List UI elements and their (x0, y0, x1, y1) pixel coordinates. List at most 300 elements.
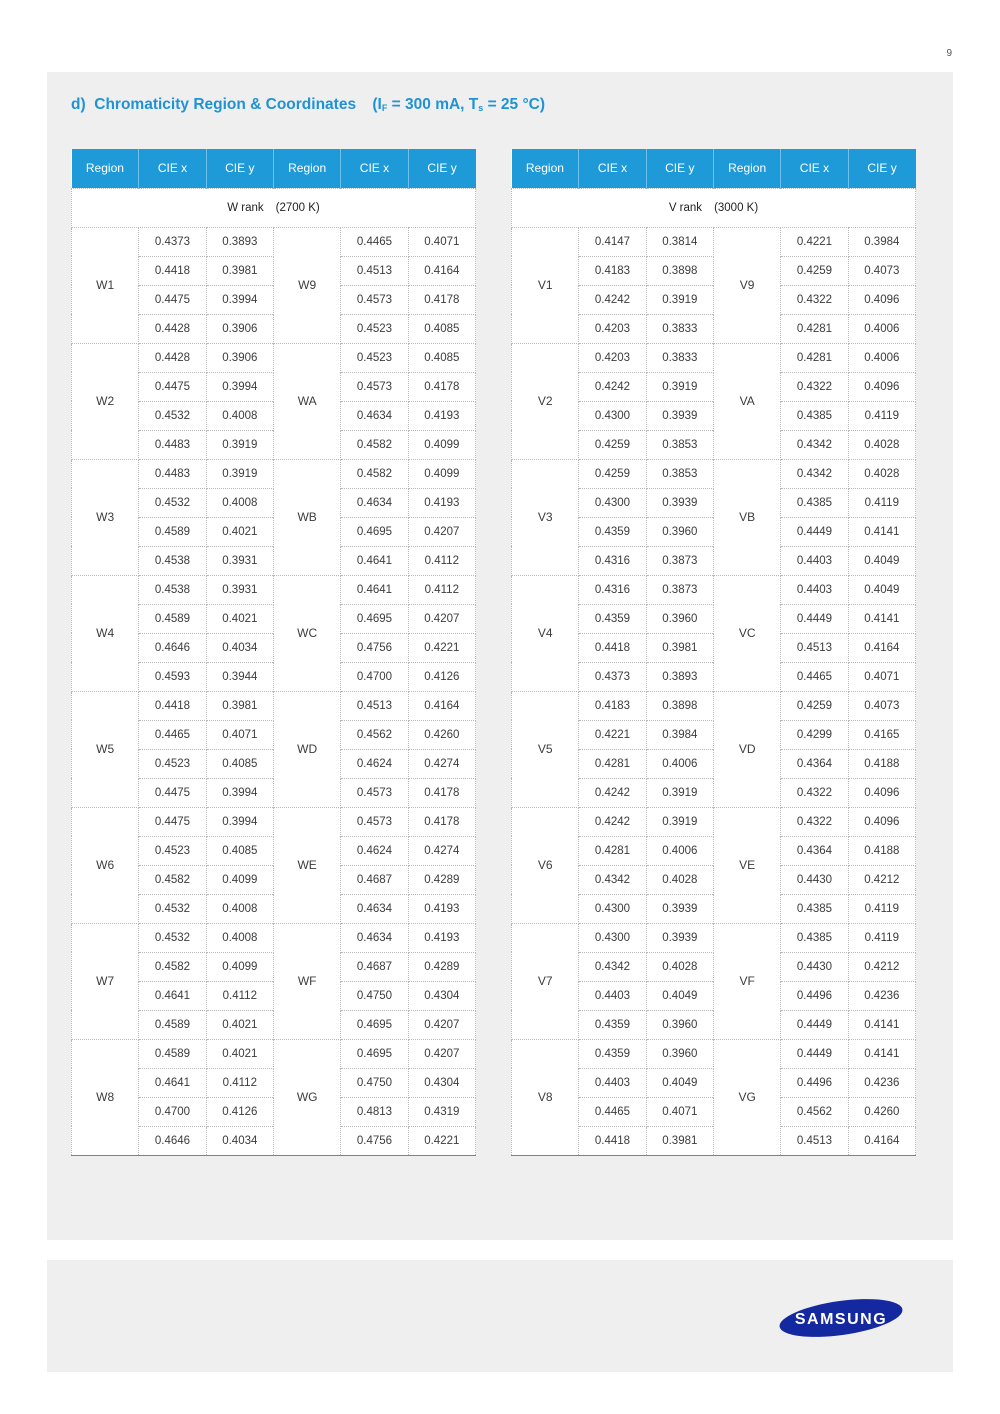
section-heading: Chromaticity Region & Coordinates (94, 96, 357, 113)
cie-x-cell: 0.4342 (781, 459, 848, 488)
table-row (512, 575, 916, 604)
cie-y-cell: 0.4071 (408, 227, 475, 256)
cie-x-cell: 0.4242 (579, 372, 646, 401)
cie-x-cell: 0.4641 (341, 575, 408, 604)
cie-x-cell: 0.4465 (139, 720, 206, 749)
cie-y-cell: 0.4141 (848, 517, 915, 546)
cie-x-cell: 0.4700 (139, 1097, 206, 1126)
table-row (512, 343, 916, 372)
cie-x-cell: 0.4428 (139, 314, 206, 343)
cie-y-cell: 0.4304 (408, 981, 475, 1010)
region-cell: V3 (512, 459, 579, 575)
cie-x-cell: 0.4373 (139, 227, 206, 256)
cie-y-cell: 0.4006 (646, 749, 713, 778)
cie-y-cell: 0.4141 (848, 604, 915, 633)
cie-y-cell: 0.3919 (646, 285, 713, 314)
cie-x-cell: 0.4342 (579, 865, 646, 894)
cie-x-cell: 0.4513 (781, 1126, 848, 1155)
cie-y-cell: 0.3939 (646, 923, 713, 952)
cie-x-cell: 0.4418 (579, 1126, 646, 1155)
cie-y-cell: 0.3994 (206, 807, 273, 836)
header-cie-x: CIE x (341, 149, 408, 188)
header-region: Region (512, 149, 579, 188)
cie-x-cell: 0.4641 (341, 546, 408, 575)
cie-y-cell: 0.4289 (408, 865, 475, 894)
v-rank-table (511, 149, 916, 1156)
region-cell: V2 (512, 343, 579, 459)
cie-y-cell: 0.4178 (408, 285, 475, 314)
cie-y-cell: 0.3981 (206, 691, 273, 720)
cie-x-cell: 0.4582 (139, 865, 206, 894)
cie-x-cell: 0.4634 (341, 401, 408, 430)
region-cell: WD (273, 691, 340, 807)
cie-y-cell: 0.4021 (206, 1010, 273, 1039)
table-row (72, 459, 476, 488)
cie-y-cell: 0.3853 (646, 430, 713, 459)
cie-x-cell: 0.4465 (781, 662, 848, 691)
cie-x-cell: 0.4403 (579, 981, 646, 1010)
cie-y-cell: 0.4178 (408, 372, 475, 401)
cie-x-cell: 0.4183 (579, 256, 646, 285)
cie-y-cell: 0.4096 (848, 285, 915, 314)
table-row (512, 459, 916, 488)
table-row (72, 575, 476, 604)
region-cell: V1 (512, 227, 579, 343)
cie-x-cell: 0.4418 (139, 256, 206, 285)
cie-y-cell: 0.4073 (848, 691, 915, 720)
cie-y-cell: 0.3906 (206, 314, 273, 343)
cie-y-cell: 0.4260 (408, 720, 475, 749)
cie-x-cell: 0.4364 (781, 836, 848, 865)
cie-y-cell: 0.3994 (206, 372, 273, 401)
cie-y-cell: 0.4289 (408, 952, 475, 981)
cie-y-cell: 0.4126 (408, 662, 475, 691)
cie-y-cell: 0.4112 (206, 981, 273, 1010)
cie-x-cell: 0.4641 (139, 981, 206, 1010)
cie-x-cell: 0.4418 (139, 691, 206, 720)
measurement-conditions: ($I_F = 300$ mA, $T_s = 25$ °C) (372, 96, 546, 113)
cie-x-cell: 0.4259 (579, 430, 646, 459)
cie-x-cell: 0.4523 (139, 836, 206, 865)
cie-x-cell: 0.4695 (341, 1010, 408, 1039)
cie-y-cell: 0.4178 (408, 807, 475, 836)
cie-x-cell: 0.4322 (781, 807, 848, 836)
cie-x-cell: 0.4589 (139, 1010, 206, 1039)
region-cell: VC (713, 575, 780, 691)
cie-x-cell: 0.4385 (781, 488, 848, 517)
cie-x-cell: 0.4203 (579, 343, 646, 372)
cie-y-cell: 0.4319 (408, 1097, 475, 1126)
cie-y-cell: 0.4193 (408, 488, 475, 517)
cie-x-cell: 0.4750 (341, 1068, 408, 1097)
cie-x-cell: 0.4687 (341, 865, 408, 894)
region-cell: W8 (72, 1039, 139, 1155)
cie-y-cell: 0.3833 (646, 314, 713, 343)
table-row (512, 1039, 916, 1068)
cie-x-cell: 0.4641 (139, 1068, 206, 1097)
rank-label: W rank (227, 201, 264, 214)
cie-x-cell: 0.4562 (341, 720, 408, 749)
cie-y-cell: 0.3893 (646, 662, 713, 691)
cie-y-cell: 0.4006 (848, 314, 915, 343)
cie-x-cell: 0.4646 (139, 633, 206, 662)
section-title (71, 96, 545, 114)
cie-y-cell: 0.3919 (646, 778, 713, 807)
cie-x-cell: 0.4242 (579, 285, 646, 314)
cie-x-cell: 0.4183 (579, 691, 646, 720)
cie-x-cell: 0.4300 (579, 923, 646, 952)
cie-y-cell: 0.4085 (206, 749, 273, 778)
cie-x-cell: 0.4281 (579, 749, 646, 778)
header-cie-y: CIE y (408, 149, 475, 188)
cie-y-cell: 0.4141 (848, 1010, 915, 1039)
cie-y-cell: 0.4221 (408, 1126, 475, 1155)
region-cell: V8 (512, 1039, 579, 1155)
cie-x-cell: 0.4532 (139, 894, 206, 923)
cie-x-cell: 0.4342 (579, 952, 646, 981)
cie-x-cell: 0.4385 (781, 894, 848, 923)
region-cell: WB (273, 459, 340, 575)
cie-x-cell: 0.4589 (139, 604, 206, 633)
cie-x-cell: 0.4403 (781, 575, 848, 604)
cie-y-cell: 0.4274 (408, 749, 475, 778)
cie-x-cell: 0.4700 (341, 662, 408, 691)
cie-x-cell: 0.4147 (579, 227, 646, 256)
cie-y-cell: 0.4006 (848, 343, 915, 372)
cie-y-cell: 0.4119 (848, 401, 915, 430)
cie-y-cell: 0.4099 (408, 459, 475, 488)
cie-x-cell: 0.4322 (781, 372, 848, 401)
cie-y-cell: 0.4034 (206, 1126, 273, 1155)
cie-y-cell: 0.4304 (408, 1068, 475, 1097)
region-cell: VG (713, 1039, 780, 1155)
cie-y-cell: 0.4021 (206, 517, 273, 546)
cie-y-cell: 0.3981 (206, 256, 273, 285)
cie-y-cell: 0.4085 (408, 314, 475, 343)
cie-y-cell: 0.4212 (848, 952, 915, 981)
cie-y-cell: 0.4071 (206, 720, 273, 749)
header-region: Region (72, 149, 139, 188)
region-cell: WG (273, 1039, 340, 1155)
cie-y-cell: 0.4236 (848, 981, 915, 1010)
logo-text: SAMSUNG (794, 1311, 888, 1328)
cie-y-cell: 0.4212 (848, 865, 915, 894)
cie-x-cell: 0.4449 (781, 1010, 848, 1039)
region-cell: WA (273, 343, 340, 459)
cie-x-cell: 0.4299 (781, 720, 848, 749)
cie-x-cell: 0.4342 (781, 430, 848, 459)
cie-x-cell: 0.4364 (781, 749, 848, 778)
cie-y-cell: 0.4099 (408, 430, 475, 459)
cie-x-cell: 0.4756 (341, 1126, 408, 1155)
cie-x-cell: 0.4624 (341, 836, 408, 865)
region-cell: VF (713, 923, 780, 1039)
cie-y-cell: 0.4193 (408, 894, 475, 923)
rank-title (72, 188, 476, 227)
rank-title-row (72, 188, 476, 227)
header-region: Region (273, 149, 340, 188)
cie-y-cell: 0.4207 (408, 1010, 475, 1039)
cie-y-cell: 0.4008 (206, 894, 273, 923)
cie-y-cell: 0.4193 (408, 923, 475, 952)
cie-y-cell: 0.3960 (646, 1039, 713, 1068)
cie-x-cell: 0.4242 (579, 778, 646, 807)
cie-x-cell: 0.4573 (341, 285, 408, 314)
cie-x-cell: 0.4687 (341, 952, 408, 981)
cie-y-cell: 0.3939 (646, 401, 713, 430)
cie-y-cell: 0.4071 (848, 662, 915, 691)
cie-x-cell: 0.4385 (781, 401, 848, 430)
header-cie-x: CIE x (139, 149, 206, 188)
cie-x-cell: 0.4573 (341, 778, 408, 807)
table-row (72, 1039, 476, 1068)
rank-title-row (512, 188, 916, 227)
cie-x-cell: 0.4428 (139, 343, 206, 372)
cie-x-cell: 0.4316 (579, 546, 646, 575)
region-cell: W1 (72, 227, 139, 343)
cie-x-cell: 0.4634 (341, 894, 408, 923)
cie-x-cell: 0.4430 (781, 865, 848, 894)
cie-x-cell: 0.4475 (139, 807, 206, 836)
cie-y-cell: 0.4028 (848, 430, 915, 459)
region-cell: WC (273, 575, 340, 691)
cie-x-cell: 0.4562 (781, 1097, 848, 1126)
rank-cct: (2700 K) (275, 201, 320, 214)
cie-y-cell: 0.4178 (408, 778, 475, 807)
cie-x-cell: 0.4750 (341, 981, 408, 1010)
cie-y-cell: 0.3814 (646, 227, 713, 256)
cie-y-cell: 0.3853 (646, 459, 713, 488)
cie-y-cell: 0.3960 (646, 1010, 713, 1039)
cie-x-cell: 0.4322 (781, 778, 848, 807)
cie-y-cell: 0.4096 (848, 778, 915, 807)
cie-y-cell: 0.3931 (206, 575, 273, 604)
cie-x-cell: 0.4403 (781, 546, 848, 575)
cie-x-cell: 0.4573 (341, 807, 408, 836)
cie-y-cell: 0.4188 (848, 836, 915, 865)
cie-x-cell: 0.4449 (781, 1039, 848, 1068)
cie-x-cell: 0.4203 (579, 314, 646, 343)
header-cie-x: CIE x (781, 149, 848, 188)
cie-x-cell: 0.4695 (341, 604, 408, 633)
cie-y-cell: 0.4008 (206, 401, 273, 430)
cie-y-cell: 0.3994 (206, 285, 273, 314)
cie-y-cell: 0.4071 (646, 1097, 713, 1126)
cie-y-cell: 0.3960 (646, 604, 713, 633)
cie-y-cell: 0.3898 (646, 691, 713, 720)
table-row (72, 923, 476, 952)
cie-y-cell: 0.4236 (848, 1068, 915, 1097)
region-cell: V4 (512, 575, 579, 691)
cie-y-cell: 0.4049 (646, 1068, 713, 1097)
header-cie-y: CIE y (646, 149, 713, 188)
cie-y-cell: 0.4028 (646, 952, 713, 981)
cie-y-cell: 0.4164 (408, 256, 475, 285)
cie-x-cell: 0.4646 (139, 1126, 206, 1155)
cie-y-cell: 0.4049 (848, 546, 915, 575)
cie-x-cell: 0.4385 (781, 923, 848, 952)
cie-x-cell: 0.4483 (139, 430, 206, 459)
cie-y-cell: 0.4188 (848, 749, 915, 778)
cie-x-cell: 0.4532 (139, 488, 206, 517)
cie-x-cell: 0.4523 (341, 343, 408, 372)
cie-x-cell: 0.4756 (341, 633, 408, 662)
w-rank-table (71, 149, 476, 1156)
cie-y-cell: 0.4096 (848, 807, 915, 836)
cie-y-cell: 0.4021 (206, 604, 273, 633)
cie-x-cell: 0.4624 (341, 749, 408, 778)
region-cell: W3 (72, 459, 139, 575)
cie-y-cell: 0.4126 (206, 1097, 273, 1126)
table-row (72, 343, 476, 372)
cie-x-cell: 0.4573 (341, 372, 408, 401)
cie-y-cell: 0.3939 (646, 894, 713, 923)
cie-y-cell: 0.3893 (206, 227, 273, 256)
cie-x-cell: 0.4259 (781, 256, 848, 285)
cie-x-cell: 0.4316 (579, 575, 646, 604)
cie-y-cell: 0.3939 (646, 488, 713, 517)
cie-x-cell: 0.4532 (139, 401, 206, 430)
cie-y-cell: 0.4260 (848, 1097, 915, 1126)
table-header-row (72, 149, 476, 188)
cie-x-cell: 0.4221 (579, 720, 646, 749)
cie-y-cell: 0.3931 (206, 546, 273, 575)
cie-x-cell: 0.4582 (341, 430, 408, 459)
cie-x-cell: 0.4523 (139, 749, 206, 778)
cie-x-cell: 0.4813 (341, 1097, 408, 1126)
cie-y-cell: 0.4221 (408, 633, 475, 662)
cie-x-cell: 0.4281 (579, 836, 646, 865)
cie-y-cell: 0.4085 (206, 836, 273, 865)
table-row (72, 227, 476, 256)
table-row (512, 923, 916, 952)
cie-x-cell: 0.4475 (139, 372, 206, 401)
cie-x-cell: 0.4242 (579, 807, 646, 836)
cie-y-cell: 0.4207 (408, 604, 475, 633)
samsung-logo (778, 1297, 904, 1339)
cie-x-cell: 0.4538 (139, 546, 206, 575)
region-cell: VB (713, 459, 780, 575)
cie-y-cell: 0.4099 (206, 865, 273, 894)
cie-y-cell: 0.4274 (408, 836, 475, 865)
cie-x-cell: 0.4496 (781, 1068, 848, 1097)
cie-x-cell: 0.4695 (341, 517, 408, 546)
cie-y-cell: 0.3873 (646, 546, 713, 575)
region-cell: W2 (72, 343, 139, 459)
cie-x-cell: 0.4483 (139, 459, 206, 488)
cie-y-cell: 0.4165 (848, 720, 915, 749)
cie-y-cell: 0.4112 (408, 546, 475, 575)
cie-x-cell: 0.4475 (139, 285, 206, 314)
cie-x-cell: 0.4695 (341, 1039, 408, 1068)
region-cell: V7 (512, 923, 579, 1039)
cie-y-cell: 0.4119 (848, 923, 915, 952)
region-cell: W4 (72, 575, 139, 691)
cie-x-cell: 0.4465 (579, 1097, 646, 1126)
cie-x-cell: 0.4359 (579, 1039, 646, 1068)
cie-y-cell: 0.3919 (206, 430, 273, 459)
cie-x-cell: 0.4589 (139, 517, 206, 546)
cie-y-cell: 0.4207 (408, 1039, 475, 1068)
rank-cct: (3000 K) (714, 201, 759, 214)
cie-y-cell: 0.4034 (206, 633, 273, 662)
cie-y-cell: 0.3984 (848, 227, 915, 256)
cie-y-cell: 0.4008 (206, 923, 273, 952)
cie-x-cell: 0.4582 (341, 459, 408, 488)
cie-x-cell: 0.4322 (781, 285, 848, 314)
region-cell: V9 (713, 227, 780, 343)
rank-label: V rank (668, 201, 703, 214)
cie-x-cell: 0.4418 (579, 633, 646, 662)
cie-y-cell: 0.4085 (408, 343, 475, 372)
table-row (512, 807, 916, 836)
cie-x-cell: 0.4589 (139, 1039, 206, 1068)
cie-x-cell: 0.4281 (781, 314, 848, 343)
cie-y-cell: 0.4028 (646, 865, 713, 894)
cie-x-cell: 0.4634 (341, 488, 408, 517)
region-cell: V5 (512, 691, 579, 807)
table-row (512, 691, 916, 720)
cie-y-cell: 0.3906 (206, 343, 273, 372)
region-cell: W5 (72, 691, 139, 807)
region-cell: VE (713, 807, 780, 923)
cie-x-cell: 0.4300 (579, 894, 646, 923)
cie-y-cell: 0.3981 (646, 633, 713, 662)
cie-x-cell: 0.4593 (139, 662, 206, 691)
cie-x-cell: 0.4449 (781, 604, 848, 633)
region-cell: VD (713, 691, 780, 807)
cie-y-cell: 0.4073 (848, 256, 915, 285)
cie-x-cell: 0.4513 (781, 633, 848, 662)
cie-y-cell: 0.4021 (206, 1039, 273, 1068)
cie-y-cell: 0.4096 (848, 372, 915, 401)
cie-y-cell: 0.4164 (408, 691, 475, 720)
cie-x-cell: 0.4300 (579, 488, 646, 517)
cie-x-cell: 0.4373 (579, 662, 646, 691)
cie-y-cell: 0.3873 (646, 575, 713, 604)
cie-x-cell: 0.4403 (579, 1068, 646, 1097)
cie-x-cell: 0.4538 (139, 575, 206, 604)
cie-y-cell: 0.3833 (646, 343, 713, 372)
cie-y-cell: 0.4164 (848, 1126, 915, 1155)
cie-y-cell: 0.3960 (646, 517, 713, 546)
cie-y-cell: 0.3898 (646, 256, 713, 285)
header-cie-y: CIE y (206, 149, 273, 188)
cie-y-cell: 0.4207 (408, 517, 475, 546)
page-number: 9 (946, 48, 952, 59)
cie-x-cell: 0.4513 (341, 256, 408, 285)
cie-y-cell: 0.3919 (646, 807, 713, 836)
header-region: Region (713, 149, 780, 188)
cie-y-cell: 0.4008 (206, 488, 273, 517)
cie-y-cell: 0.4006 (646, 836, 713, 865)
region-cell: WE (273, 807, 340, 923)
cie-x-cell: 0.4582 (139, 952, 206, 981)
cie-y-cell: 0.3981 (646, 1126, 713, 1155)
rank-title (512, 188, 916, 227)
region-cell: VA (713, 343, 780, 459)
region-cell: V6 (512, 807, 579, 923)
cie-x-cell: 0.4259 (579, 459, 646, 488)
cie-y-cell: 0.4028 (848, 459, 915, 488)
cie-y-cell: 0.4164 (848, 633, 915, 662)
cie-y-cell: 0.3919 (206, 459, 273, 488)
cie-x-cell: 0.4496 (781, 981, 848, 1010)
cie-x-cell: 0.4523 (341, 314, 408, 343)
cie-y-cell: 0.4141 (848, 1039, 915, 1068)
cie-x-cell: 0.4532 (139, 923, 206, 952)
cie-x-cell: 0.4359 (579, 517, 646, 546)
